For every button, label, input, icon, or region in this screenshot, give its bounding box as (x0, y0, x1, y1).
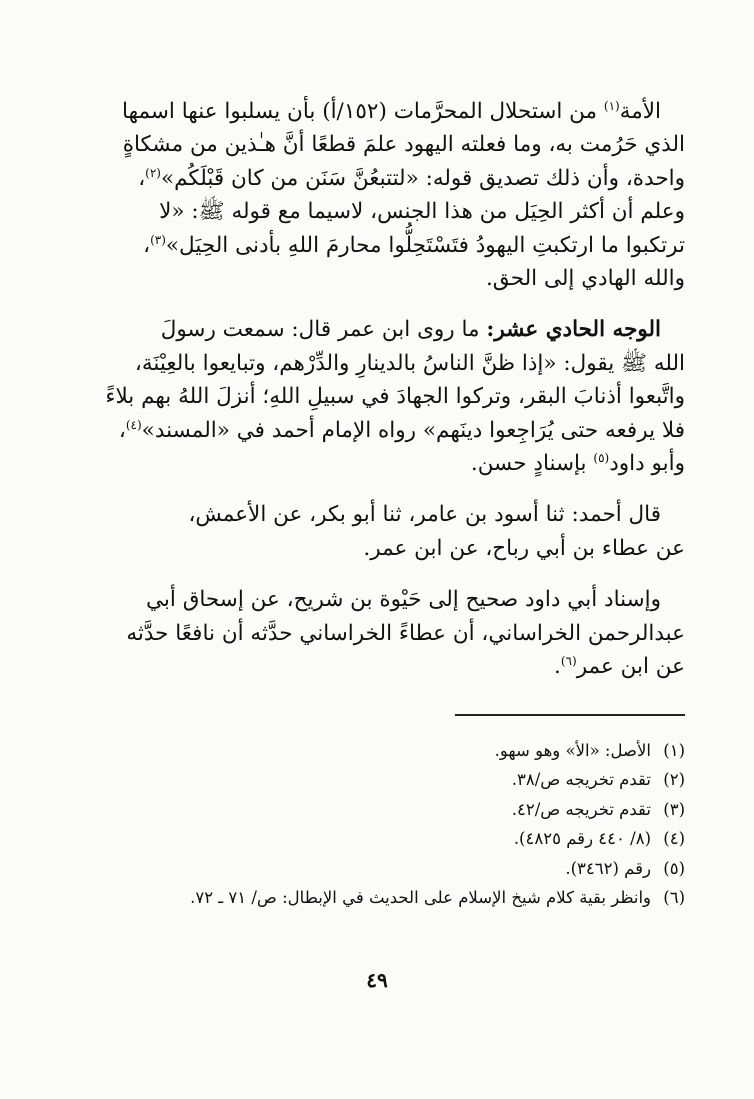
page-number: ٤٩ (366, 968, 388, 992)
text-line (100, 447, 685, 480)
book-page (100, 95, 685, 1085)
footnote-number: (٤) (663, 829, 685, 848)
footnotes-list (100, 736, 685, 913)
footnote (100, 736, 685, 766)
line-text: . (554, 654, 561, 680)
footnote-text: الأصل: «الأ» وهو سهو. (494, 740, 651, 760)
footnote-marker: (٦) (560, 654, 577, 669)
footnote-separator (455, 714, 685, 716)
text-line (100, 532, 685, 565)
text-line (100, 380, 685, 413)
line-text: عن عطاء بن أبي رباح، عن ابن عمر. (363, 535, 685, 561)
line-text: وإسناد أبي داود صحيح إلى حَيْوة بن شريح، عن إسحاق أبي (145, 587, 661, 613)
line-text: الأمة (619, 99, 661, 124)
text-line (100, 650, 685, 683)
paragraph (100, 95, 685, 295)
footnote-marker: (٥) (593, 451, 610, 466)
line-text: واحدة، وأن ذلك تصديق قوله: «لتتبعُنَّ سَنَن من كان قَبْلَكُم» (160, 165, 685, 191)
text-line (100, 414, 685, 447)
line-text: الذي حَرُمت به، وما فعلته اليهود علمَ قطعًا أنَّ هـٰذين من مشكاةٍ (122, 132, 685, 158)
main-text (100, 95, 685, 684)
line-text: وأبو داود (609, 451, 685, 477)
text-line (100, 498, 685, 531)
line-text: فلا يرفعه حتى يُرَاجِعوا دينَهم» رواه الإمام أحمد في «المسند» (141, 417, 685, 443)
footnote-text: تقدم تخريجه ص/٣٨. (511, 770, 651, 789)
line-text: قال أحمد: ثنا أسود بن عامر، ثنا أبو بكر، عن الأعمش، (188, 502, 661, 528)
footnote (100, 824, 685, 854)
footnote-number: (٢) (663, 770, 685, 789)
text-line (100, 128, 685, 161)
footnote (100, 795, 685, 825)
text-line (100, 347, 685, 380)
text-line (100, 583, 685, 616)
paragraph (100, 583, 685, 683)
text-line (100, 195, 685, 228)
line-text: وعلم أن أكثر الحِيَل من هذا الجنس، لاسيما مع قوله ﷺ: «لا (159, 199, 685, 225)
text-line (100, 617, 685, 650)
line-text: بإسنادٍ حسن. (470, 451, 594, 477)
footnote (100, 765, 685, 795)
line-text: ، (143, 232, 151, 258)
footnote-marker: (٣) (150, 232, 166, 247)
footnote-marker: (٤) (125, 417, 142, 432)
paragraph (100, 313, 685, 480)
line-text: ترتكبوا ما ارتكبتِ اليهودُ فتَسْتَحِلُّوا محارمَ اللهِ بأدنى الحِيَل» (165, 232, 685, 258)
paragraph (100, 498, 685, 565)
footnote-text: تقدم تخريجه ص/٤٢. (511, 799, 651, 819)
text-line (100, 313, 685, 346)
footnote-marker: (٢) (145, 165, 161, 180)
footnote-text: رقم (٣٤٦٢). (565, 858, 651, 878)
footnote (100, 854, 685, 884)
line-text: ما روى ابن عمر قال: سمعت رسولَ (160, 317, 487, 343)
line-text: الله ﷺ يقول: «إذا ظنَّ الناسُ بالدينارِ والدِّرْهم، وتبايعوا بالعِيْنَة، (134, 350, 685, 376)
text-line (100, 262, 685, 295)
footnote-number: (١) (663, 740, 685, 760)
footnote-text: وانظر بقية كلام شيخ الإسلام على الحديث في الإبطال: ص/ ٧١ ـ ٧٢. (190, 888, 651, 907)
text-line (100, 229, 685, 262)
line-text: عبدالرحمن الخراساني، أن عطاءً الخراساني حدَّثه أن نافعًا حدَّثه (126, 620, 685, 646)
footnote-text: (٨/ ٤٤٠ رقم ٤٨٢٥). (513, 829, 651, 848)
line-text: ، (138, 165, 146, 191)
footnote-number: (٦) (663, 888, 685, 907)
line-text: ، (118, 417, 126, 443)
footnote-marker: (١) (603, 99, 620, 113)
text-line (100, 162, 685, 195)
section-heading: الوجه الحادي عشر: (486, 317, 661, 343)
line-text: واتَّبعوا أذنابَ البقر، وتركوا الجهادَ في سبيلِ اللهِ؛ أنزلَ اللهُ بهم بلاءً (105, 384, 685, 410)
line-text: من استحلال المحرَّمات (١٥٢/أ) بأن يسلبوا عنها اسمها (122, 99, 604, 124)
footnote-number: (٣) (663, 799, 685, 819)
line-text: والله الهادي إلى الحق. (485, 266, 685, 292)
line-text: عن ابن عمر (576, 654, 685, 680)
footnote-number: (٥) (663, 858, 685, 878)
text-line (100, 95, 685, 128)
footnote (100, 883, 685, 913)
